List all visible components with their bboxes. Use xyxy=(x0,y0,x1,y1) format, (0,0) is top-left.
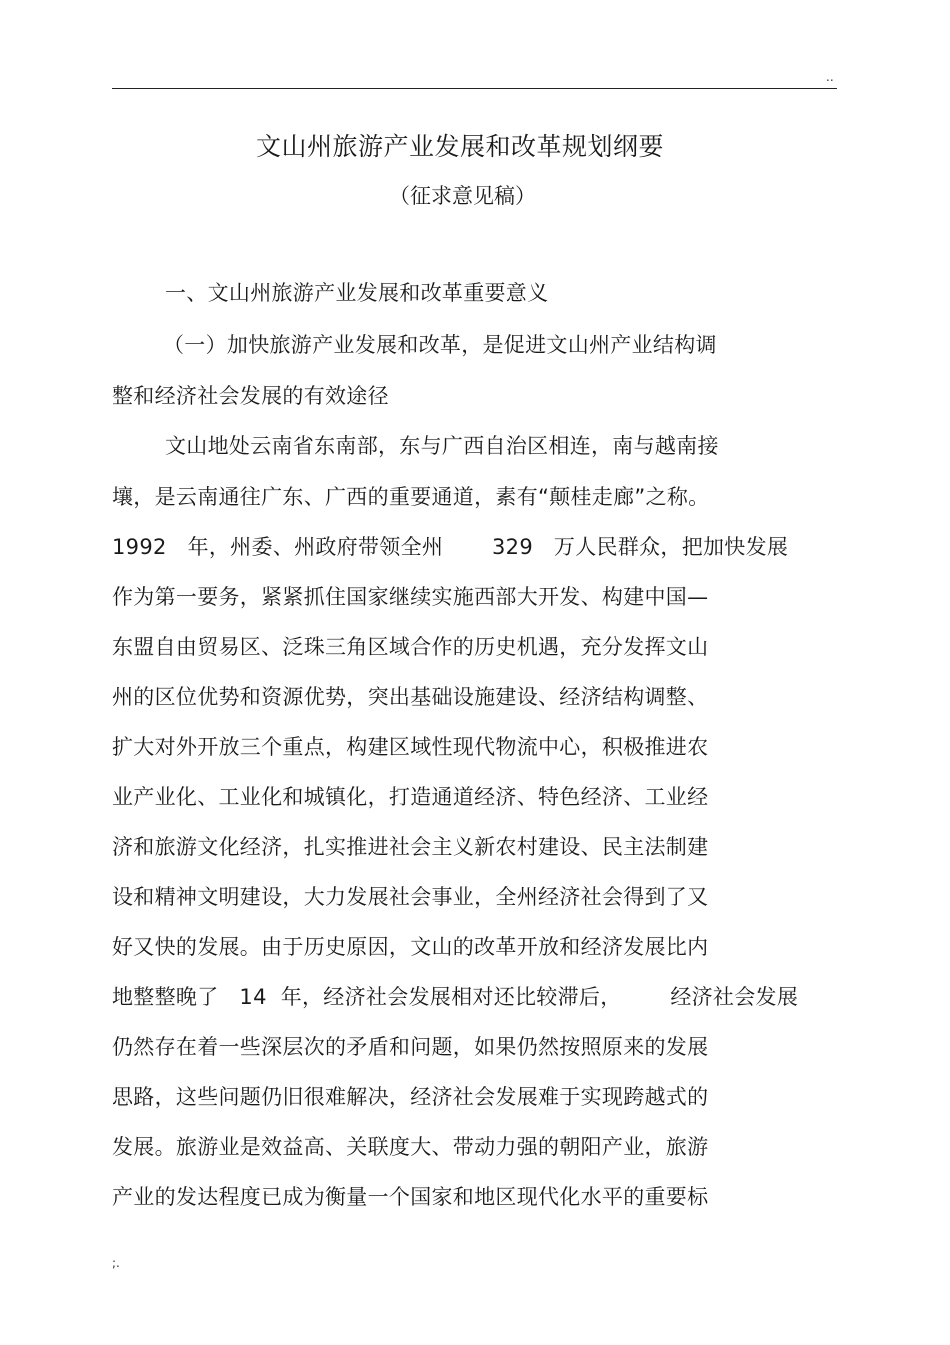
body-line: 仍然存在着一些深层次的矛盾和问题，如果仍然按照原来的发展 xyxy=(112,1035,709,1059)
body-line: 文山地处云南省东南部，东与广西自治区相连，南与越南接 xyxy=(165,434,719,458)
body-line: 济和旅游文化经济，扎实推进社会主义新农村建设、民主法制建 xyxy=(112,835,709,859)
body-line: 业产业化、工业化和城镇化，打造通道经济、特色经济、工业经 xyxy=(112,785,709,809)
body-line: 地整整晚了 14 年，经济社会发展相对还比较滞后， 经济社会发展 xyxy=(112,985,799,1009)
subsection-heading-line-1: （一）加快旅游产业发展和改革，是促进文山州产业结构调 xyxy=(163,333,717,357)
body-line: 州的区位优势和资源优势，突出基础设施建设、经济结构调整、 xyxy=(112,685,709,709)
header-rule xyxy=(112,88,837,89)
body-line: 作为第一要务，紧紧抓住国家继续实施西部大开发、构建中国— xyxy=(112,585,709,609)
section-heading: 一、文山州旅游产业发展和改革重要意义 xyxy=(165,281,549,305)
document-subtitle: （征求意见稿） xyxy=(389,184,536,208)
body-line: 发展。旅游业是效益高、关联度大、带动力强的朝阳产业，旅游 xyxy=(112,1135,709,1159)
body-line: 思路，这些问题仍旧很难解决，经济社会发展难于实现跨越式的 xyxy=(112,1085,709,1109)
body-line: 好又快的发展。由于历史原因，文山的改革开放和经济发展比内 xyxy=(112,935,709,959)
body-line: 扩大对外开放三个重点，构建区域性现代物流中心，积极推进农 xyxy=(112,735,709,759)
footer-mark: ;. xyxy=(112,1256,120,1270)
body-line: 设和精神文明建设，大力发展社会事业，全州经济社会得到了又 xyxy=(112,885,709,909)
document-title: 文山州旅游产业发展和改革规划纲要 xyxy=(255,132,664,161)
body-line: 东盟自由贸易区、泛珠三角区域合作的历史机遇，充分发挥文山 xyxy=(112,635,709,659)
header-mark: .. xyxy=(826,70,834,84)
subsection-heading-line-2: 整和经济社会发展的有效途径 xyxy=(112,384,389,408)
body-line: 壤，是云南通往广东、广西的重要通道，素有“颠桂走廊”之称。 xyxy=(112,485,710,509)
body-line: 产业的发达程度已成为衡量一个国家和地区现代化水平的重要标 xyxy=(112,1185,709,1209)
body-line: 1992 年，州委、州政府带领全州 329 万人民群众，把加快发展 xyxy=(112,535,789,559)
